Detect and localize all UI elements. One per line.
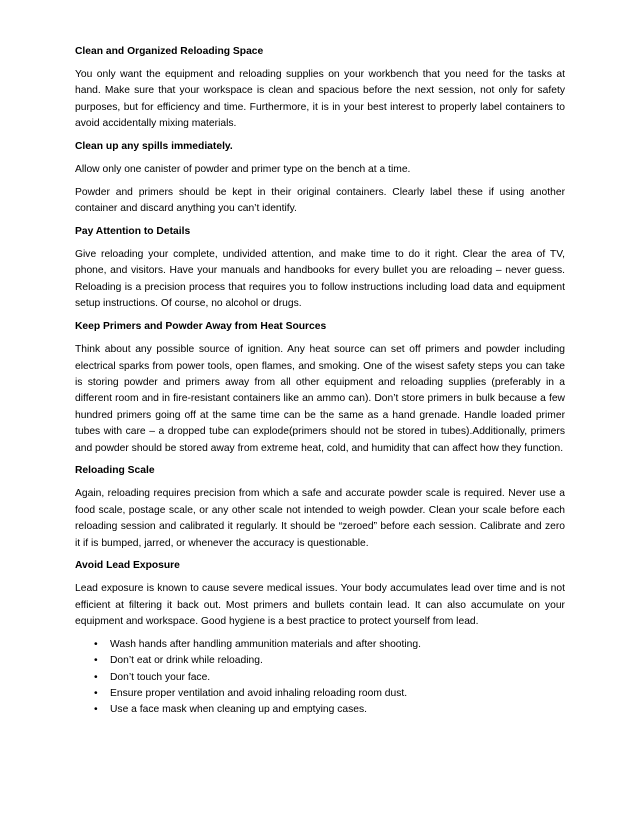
- paragraph-ignition-sources: Think about any possible source of ignition. Any heat source can set off primers and powder including electrical sparks from power tools, open flames, and smoking. One of the wisest safety steps you can take is storing powder and primers away from all other equipment and reloading supplies (preferably in a different room and in fire-resistant containers like an ammo can). Don’t store primers in bulk because a few hundred primers going off at the same time can be the same as a hand grenade. Handle loaded primer tubes with care – a dropped tube can explode(primers should not be stored in tubes).Additionally, primers and powder should be stored away from extreme heat, cold, and humidity that can affect how they function.: [75, 344, 565, 454]
- paragraph-powder-scale: Again, reloading requires precision from which a safe and accurate powder scale is required. Never use a food scale, postage scale, or any other scale not intended to weigh powder. Clean your scale before each reloading session and calibrated it regularly. It should be “zeroed” before each session. Calibrate and zero it if is bumped, jarred, or whenever the accuracy is questionable.: [75, 488, 565, 549]
- heading-lead-exposure: Avoid Lead Exposure: [75, 560, 180, 572]
- list-item-text: Ensure proper ventilation and avoid inhaling reloading room dust.: [110, 687, 408, 699]
- paragraph-original-containers: Powder and primers should be kept in their original containers. Clearly label these if using another container and discard anything you can’t identify.: [75, 186, 565, 215]
- paragraph-workbench-equipment: You only want the equipment and reloading supplies on your workbench that you need for the tasks at hand. Make sure that your workspace is clean and spacious before the next session, not only for safety purposes, but for efficiency and time. Furthermore, it is in your best interest to properly label containers to avoid accidentally mixing materials.: [75, 68, 565, 130]
- heading-reloading-scale: Reloading Scale: [75, 465, 155, 477]
- heading-clean-organized-space: Clean and Organized Reloading Space: [75, 46, 264, 57]
- list-item: [94, 653, 565, 669]
- list-item-text: Don’t touch your face.: [110, 671, 211, 683]
- bullet-icon: •: [94, 639, 98, 651]
- list-item: [94, 702, 565, 718]
- bullet-icon: •: [94, 703, 98, 715]
- bullet-icon: •: [94, 687, 98, 699]
- paragraph-lead-accumulation: Lead exposure is known to cause severe medical issues. Your body accumulates lead over time and is not efficient at filtering it back out. Most primers and bullets contain lead. It can also accumulate on your equipment and workspace. Good hygiene is a best practice to protect yourself from lead.: [75, 583, 565, 628]
- list-item-text: Wash hands after handling ammunition materials and after shooting.: [110, 639, 421, 651]
- paragraph-undivided-attention: Give reloading your complete, undivided attention, and make time to do it right. Clear the area of TV, phone, and visitors. Have your manuals and handbooks for every bullet you are reloading – never guess. Reloading is a precision process that requires you to follow instructions including load data and equipment setup instructions. Of course, no alcohol or drugs.: [75, 249, 565, 310]
- paragraph-one-canister: Allow only one canister of powder and primer type on the bench at a time.: [75, 163, 411, 175]
- heading-clean-up-spills: Clean up any spills immediately.: [75, 141, 233, 153]
- list-item-text: Use a face mask when cleaning up and emptying cases.: [110, 703, 367, 715]
- heading-heat-sources: Keep Primers and Powder Away from Heat Sources: [75, 321, 327, 333]
- hygiene-bullet-list: [75, 637, 565, 718]
- heading-pay-attention: Pay Attention to Details: [75, 226, 191, 238]
- list-item-text: Don’t eat or drink while reloading.: [110, 655, 263, 667]
- list-item: [94, 686, 565, 702]
- list-item: [94, 670, 565, 686]
- list-item: [94, 637, 565, 653]
- document-page: [75, 44, 565, 718]
- bullet-icon: •: [94, 671, 98, 683]
- bullet-icon: •: [94, 655, 98, 667]
